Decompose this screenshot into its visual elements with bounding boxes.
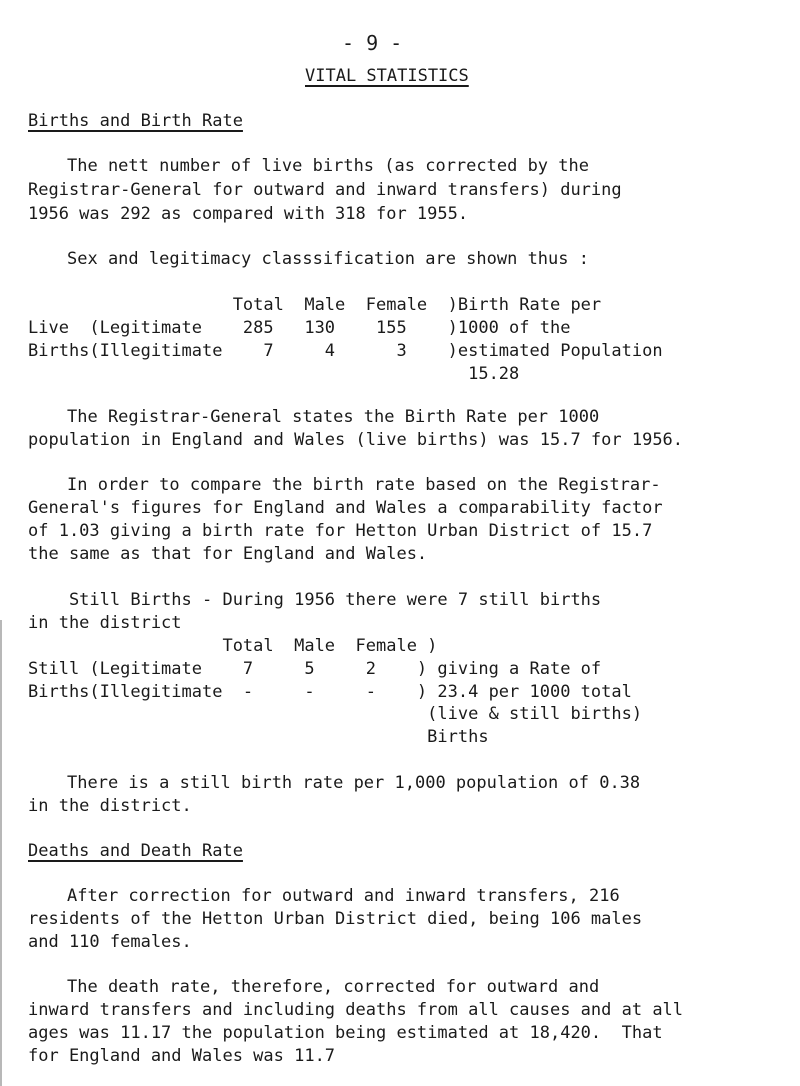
births-table-row3: 15.28 bbox=[28, 364, 520, 384]
deaths-para1-line3: and 110 females. bbox=[28, 932, 192, 952]
still-birth-rate-line2: in the district. bbox=[28, 796, 192, 816]
deaths-para1-line2: residents of the Hetton Urban District died, being 106 males bbox=[28, 909, 643, 929]
still-births-row1: in the district bbox=[28, 613, 182, 633]
births-para4-line1: In order to compare the birth rate based on the Registrar- bbox=[67, 475, 661, 495]
births-table-row1: Live (Legitimate 285 130 155 )1000 of the bbox=[28, 318, 571, 338]
still-births-row2: Total Male Female ) bbox=[28, 636, 438, 656]
births-para3-line1: The Registrar-General states the Birth Rate per 1000 bbox=[67, 407, 600, 427]
births-para4-line3: of 1.03 giving a birth rate for Hetton Urban District of 15.7 bbox=[28, 521, 653, 541]
deaths-para2-line2: inward transfers and including deaths from all causes and at all bbox=[28, 1000, 684, 1020]
births-para1-line2: Registrar-General for outward and inward transfers) during bbox=[28, 180, 622, 200]
births-para4-line4: the same as that for England and Wales. bbox=[28, 544, 428, 564]
births-para3-line2: population in England and Wales (live births) was 15.7 for 1956. bbox=[28, 430, 684, 450]
deaths-para2-line4: for England and Wales was 11.7 bbox=[28, 1046, 336, 1066]
page-number: - 9 - bbox=[342, 31, 403, 55]
births-para1-line3: 1956 was 292 as compared with 318 for 1955. bbox=[28, 204, 469, 224]
deaths-heading: Deaths and Death Rate bbox=[28, 841, 243, 861]
deaths-para2-line3: ages was 11.17 the population being estimated at 18,420. That bbox=[28, 1023, 663, 1043]
still-births-row6: Births bbox=[28, 727, 489, 747]
still-birth-rate-line1: There is a still birth rate per 1,000 population of 0.38 bbox=[67, 773, 641, 793]
page-edge-shadow bbox=[0, 620, 2, 1086]
still-births-row3: Still (Legitimate 7 5 2 ) giving a Rate of bbox=[28, 659, 602, 679]
births-table-row0: Total Male Female )Birth Rate per bbox=[28, 295, 602, 315]
deaths-para1-line1: After correction for outward and inward transfers, 216 bbox=[67, 886, 620, 906]
births-heading: Births and Birth Rate bbox=[28, 111, 243, 131]
page-heading: VITAL STATISTICS bbox=[305, 66, 469, 86]
deaths-para2-line1: The death rate, therefore, corrected for outward and bbox=[67, 977, 600, 997]
births-para1-line1: The nett number of live births (as corrected by the bbox=[67, 156, 589, 176]
still-births-row0: Still Births - During 1956 there were 7 still births bbox=[28, 590, 602, 610]
births-para4-line2: General's figures for England and Wales a comparability factor bbox=[28, 498, 663, 518]
still-births-row4: Births(Illegitimate - - - ) 23.4 per 1000 total bbox=[28, 682, 632, 702]
births-para2: Sex and legitimacy classsification are shown thus : bbox=[67, 249, 589, 269]
still-births-row5: (live & still births) bbox=[28, 704, 643, 724]
births-table-row2: Births(Illegitimate 7 4 3 )estimated Population bbox=[28, 341, 663, 361]
